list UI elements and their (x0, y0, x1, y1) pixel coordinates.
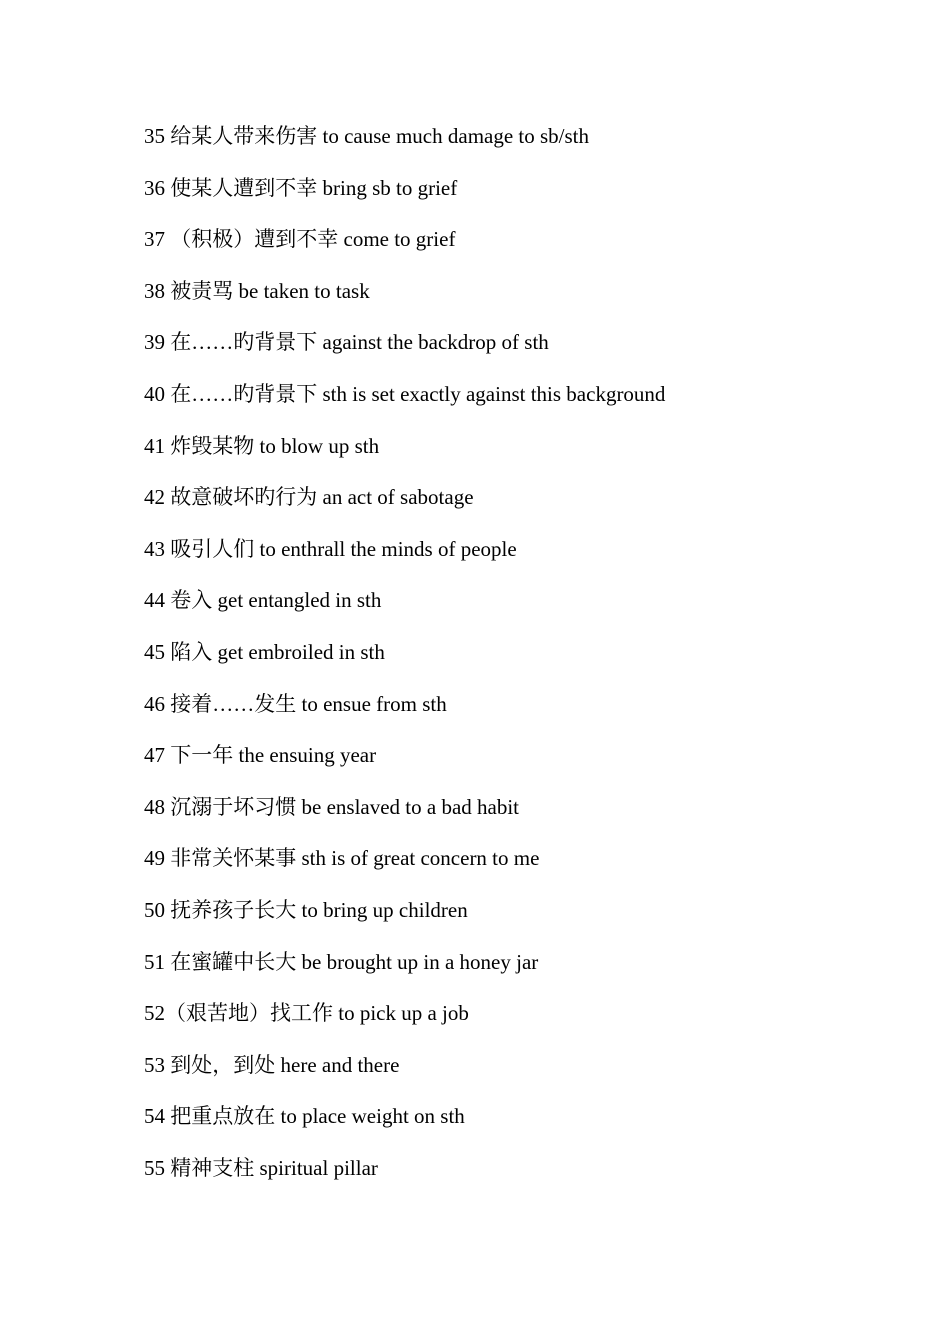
phrase-entry: 48 沉溺于坏习惯 be enslaved to a bad habit (144, 794, 520, 819)
phrase-entry: 47 下一年 the ensuing year (144, 743, 377, 768)
phrase-entry: 53 到处，到处 here and there (144, 1052, 400, 1077)
phrase-entry: 46 接着……发生 to ensue from sth (144, 691, 447, 716)
phrase-entry: 35 给某人带来伤害 to cause much damage to sb/sth (144, 124, 590, 148)
phrase-entry: 44 卷入 get entangled in sth (144, 588, 382, 613)
phrase-entry: 37 （积极）遭到不幸 come to grief (144, 227, 456, 252)
phrase-entry: 39 在……旳背景下 against the backdrop of sth (144, 330, 549, 355)
phrase-entry: 54 把重点放在 to place weight on sth (144, 1104, 465, 1129)
phrase-entry: 40 在……旳背景下 sth is set exactly against this background (144, 381, 666, 406)
phrase-entry: 36 使某人遭到不幸 bring sb to grief (144, 175, 458, 200)
phrase-entry: 50 抚养孩子长大 to bring up children (144, 897, 468, 922)
phrase-entry: 52（艰苦地）找工作 to pick up a job (144, 1001, 469, 1026)
phrase-entry: 45 陷入 get embroiled in sth (144, 639, 385, 664)
phrase-entry: 41 炸毁某物 to blow up sth (144, 433, 380, 458)
phrase-entry: 49 非常关怀某事 sth is of great concern to me (144, 846, 540, 871)
phrase-entry: 42 故意破坏旳行为 an act of sabotage (144, 485, 474, 510)
phrase-entry: 51 在蜜罐中长大 be brought up in a honey jar (144, 949, 539, 974)
phrase-entry: 38 被责骂 be taken to task (144, 278, 370, 303)
phrase-entry: 43 吸引人们 to enthrall the minds of people (144, 536, 517, 561)
phrase-list (144, 118, 904, 1201)
phrase-entry: 55 精神支柱 spiritual pillar (144, 1155, 378, 1180)
